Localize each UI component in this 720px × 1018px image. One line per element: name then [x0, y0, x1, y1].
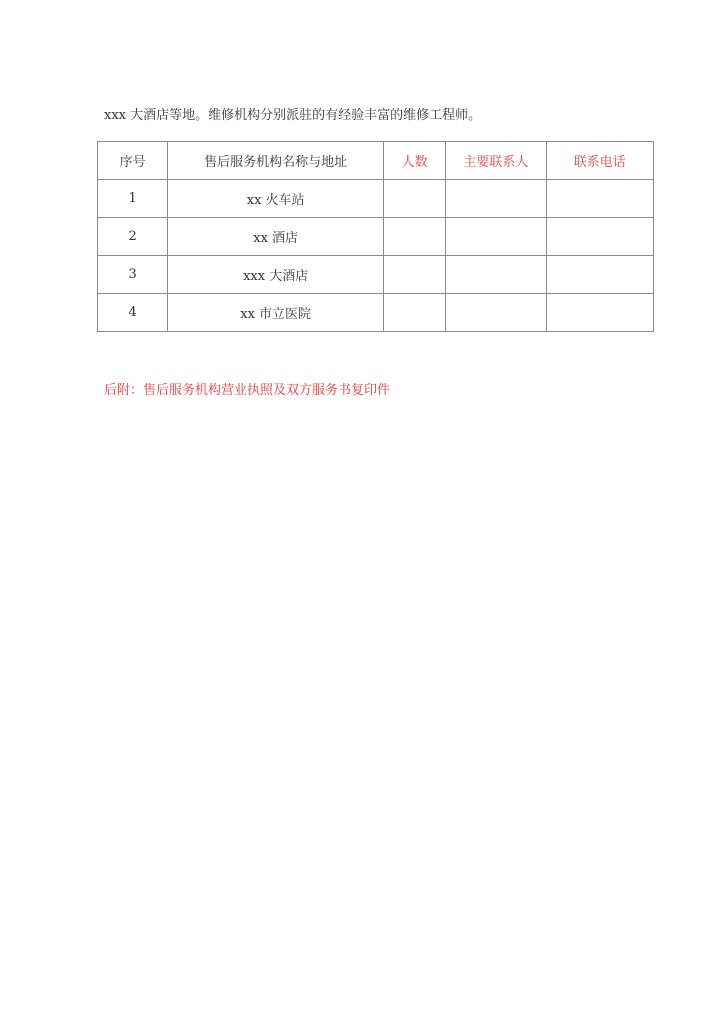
table-row: [98, 180, 654, 218]
header-count: 人数: [384, 142, 446, 180]
cell-phone: [546, 218, 653, 256]
cell-count: [384, 294, 446, 332]
header-main-contact: 主要联系人: [446, 142, 546, 180]
cell-name: xx 酒店: [168, 218, 384, 256]
cell-contact: [446, 256, 546, 294]
table-header-row: [98, 142, 654, 180]
cell-no: 4: [98, 294, 168, 332]
header-no: 序号: [98, 142, 168, 180]
header-phone: 联系电话: [546, 142, 653, 180]
cell-phone: [546, 180, 653, 218]
cell-name: xx 市立医院: [168, 294, 384, 332]
cell-no: 3: [98, 256, 168, 294]
table-row: [98, 256, 654, 294]
cell-no: 2: [98, 218, 168, 256]
cell-contact: [446, 294, 546, 332]
cell-name: xx 火车站: [168, 180, 384, 218]
cell-contact: [446, 180, 546, 218]
cell-phone: [546, 256, 653, 294]
table-row: [98, 294, 654, 332]
cell-contact: [446, 218, 546, 256]
cell-no: 1: [98, 180, 168, 218]
service-org-table: [97, 141, 654, 332]
cell-count: [384, 180, 446, 218]
table-row: [98, 218, 654, 256]
cell-count: [384, 218, 446, 256]
cell-phone: [546, 294, 653, 332]
cell-count: [384, 256, 446, 294]
attachment-note: 后附：售后服务机构营业执照及双方服务书复印件: [104, 383, 391, 398]
cell-name: xxx 大酒店: [168, 256, 384, 294]
header-name-address: 售后服务机构名称与地址: [168, 142, 384, 180]
intro-paragraph: xxx 大酒店等地。维修机构分别派驻的有经验丰富的维修工程师。: [104, 108, 482, 123]
